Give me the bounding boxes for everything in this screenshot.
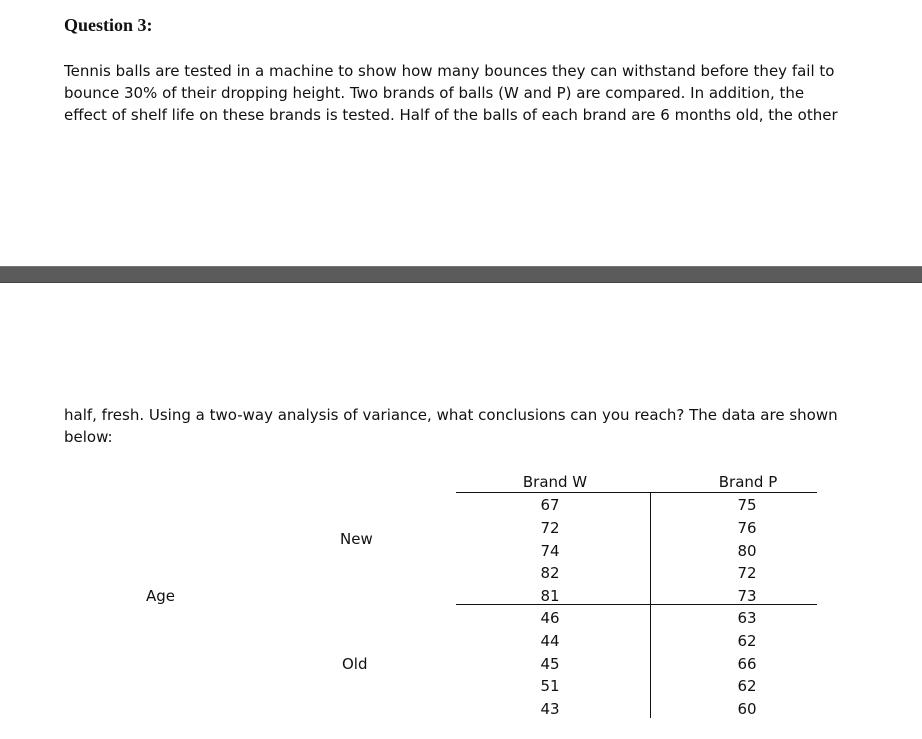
table-cell: 45: [540, 655, 560, 673]
table-cell: 72: [540, 519, 560, 537]
row-factor-label: Age: [146, 587, 176, 605]
table-cell: 62: [737, 677, 757, 695]
page-break-bar: [0, 266, 922, 283]
question-text-part-2: half, fresh. Using a two-way analysis of variance, what conclusions can you reach? The data are shown below:: [64, 406, 838, 446]
table-cell: 67: [540, 496, 560, 514]
level-label-old: Old: [342, 655, 368, 673]
column-header-brand-w: Brand W: [522, 473, 588, 491]
table-cell: 74: [540, 542, 560, 560]
table-cell: 51: [540, 677, 560, 695]
table-cell: 72: [737, 564, 757, 582]
table-cell: 81: [540, 587, 560, 605]
table-cell: 43: [540, 700, 560, 718]
table-cell: 44: [540, 632, 560, 650]
column-header-brand-p: Brand P: [718, 473, 778, 491]
table-cell: 82: [540, 564, 560, 582]
table-cell: 60: [737, 700, 757, 718]
table-cell: 75: [737, 496, 757, 514]
question-title: Question 3:: [64, 15, 153, 35]
header-rule: [456, 492, 817, 493]
table-cell: 63: [737, 609, 757, 627]
table-cell: 66: [737, 655, 757, 673]
table-cell: 62: [737, 632, 757, 650]
table-cell: 76: [737, 519, 757, 537]
table-cell: 73: [737, 587, 757, 605]
column-divider-rule: [650, 492, 651, 718]
table-cell: 46: [540, 609, 560, 627]
question-text-part-1: Tennis balls are tested in a machine to show how many bounces they can withstand before they fail to bounce 30% of their dropping height. Two brands of balls (W and P) are compared. In addition, the effect of shelf life on these brands is tested. Half of the balls of each brand are 6 months old, the other: [64, 62, 838, 124]
level-label-new: New: [340, 530, 373, 548]
table-cell: 80: [737, 542, 757, 560]
